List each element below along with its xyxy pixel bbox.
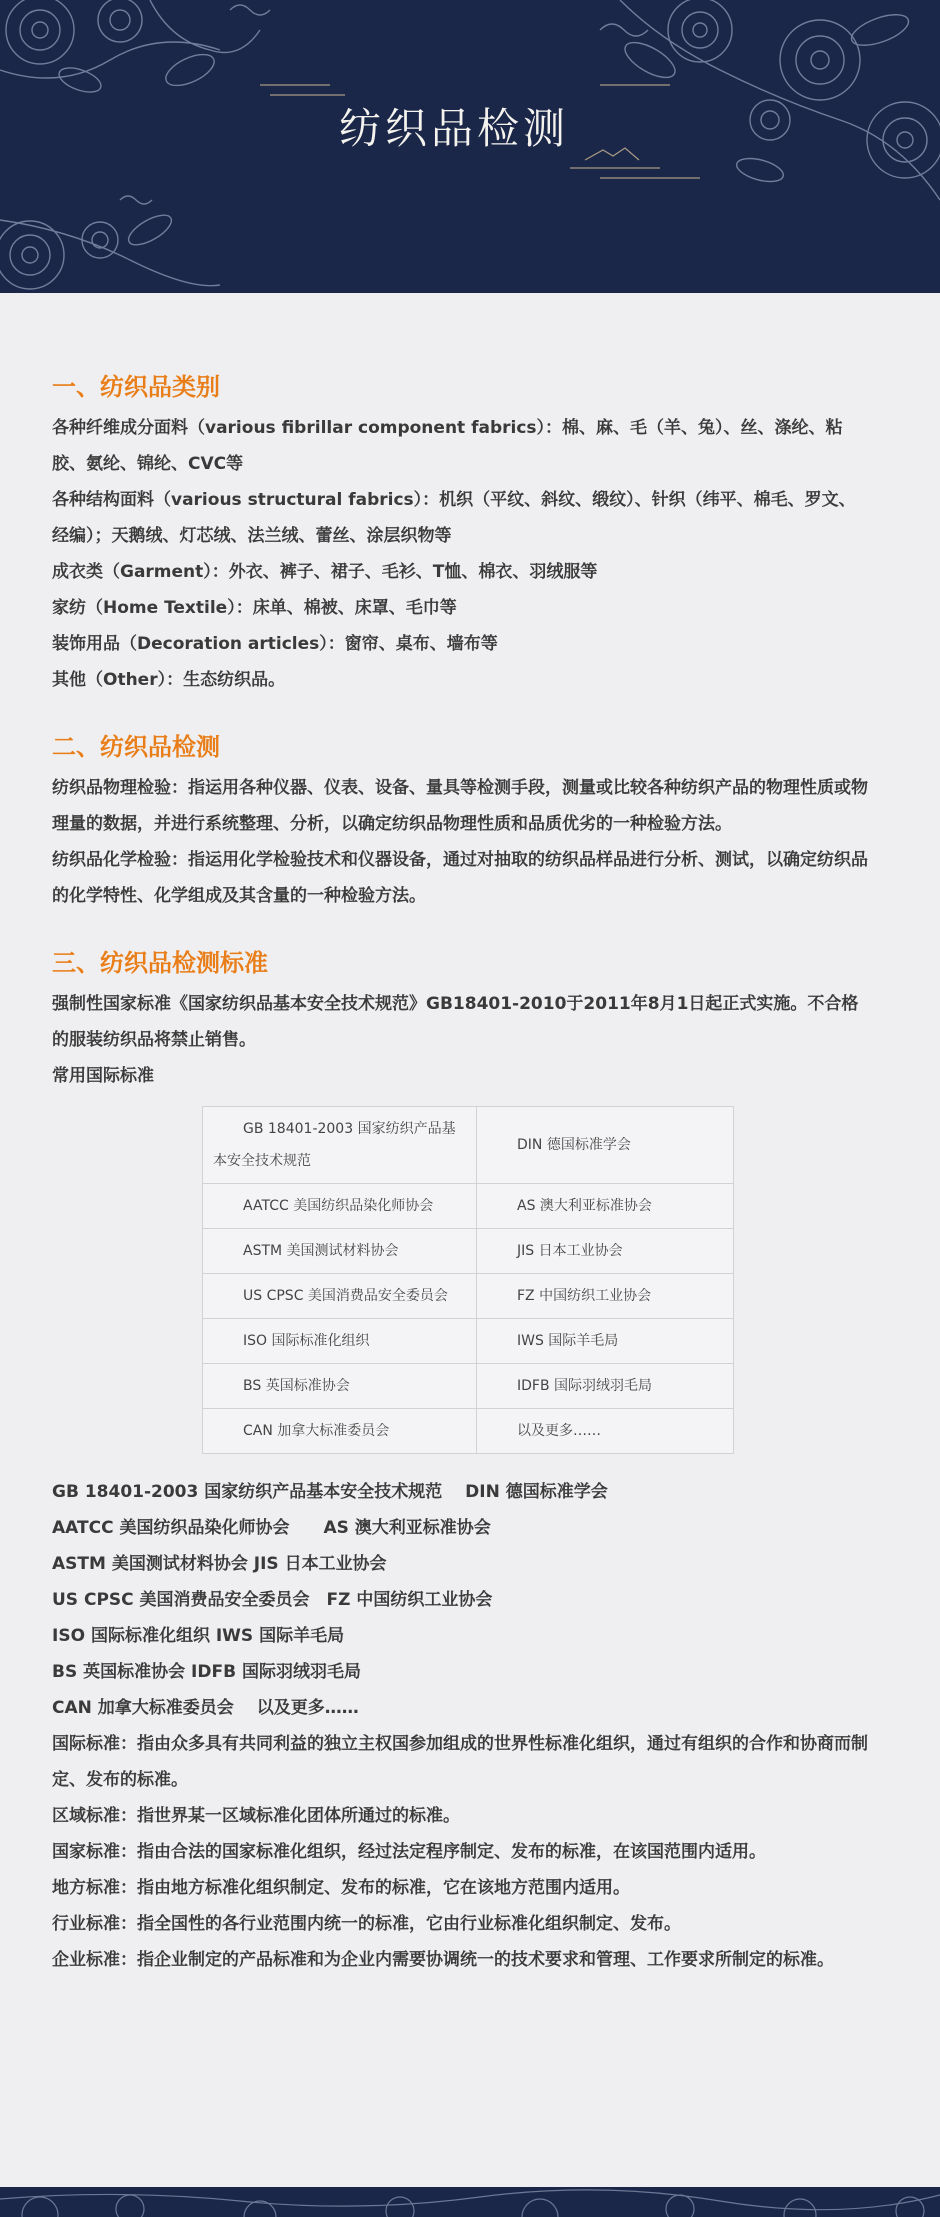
table-cell: IWS 国际羊毛局	[477, 1319, 734, 1364]
paragraph: 各种纤维成分面料（various fibrillar component fabrics）：棉、麻、毛（羊、兔）、丝、涤纶、粘胶、氨纶、锦纶、CVC等	[52, 418, 843, 474]
table-row	[203, 1229, 734, 1274]
paragraph: 成衣类（Garment）：外衣、裤子、裙子、毛衫、T恤、棉衣、羽绒服等	[52, 562, 598, 582]
paragraph: GB 18401-2003 国家纺织产品基本安全技术规范 DIN 德国标准学会	[52, 1482, 608, 1502]
table-cell: FZ 中国纺织工业协会	[477, 1274, 734, 1319]
table-row	[203, 1184, 734, 1229]
header-banner	[0, 0, 940, 293]
standards-table	[202, 1106, 734, 1454]
table-row	[203, 1274, 734, 1319]
section-title: 三、纺织品检测标准	[52, 949, 268, 977]
table-cell: ISO 国际标准化组织	[203, 1319, 477, 1364]
table-cell: JIS 日本工业协会	[477, 1229, 734, 1274]
table-row	[203, 1364, 734, 1409]
paragraph: 家纺（Home Textile）：床单、棉被、床罩、毛巾等	[52, 598, 457, 618]
table-cell: 以及更多……	[477, 1409, 734, 1454]
paragraph: AATCC 美国纺织品染化师协会 AS 澳大利亚标准协会	[52, 1518, 491, 1538]
paragraph: 国际标准：指由众多具有共同利益的独立主权国参加组成的世界性标准化组织，通过有组织的合作和协商而制定、发布的标准。	[52, 1734, 868, 1790]
table-cell: DIN 德国标准学会	[477, 1107, 734, 1184]
paragraph: 行业标准：指全国性的各行业范围内统一的标准，它由行业标准化组织制定、发布。	[52, 1914, 681, 1934]
section-title: 一、纺织品类别	[52, 373, 220, 401]
paragraph: 常用国际标准	[52, 1066, 154, 1086]
paragraph: 其他（Other）：生态纺织品。	[52, 670, 286, 690]
paragraph: US CPSC 美国消费品安全委员会 FZ 中国纺织工业协会	[52, 1590, 493, 1610]
table-cell: CAN 加拿大标准委员会	[203, 1409, 477, 1454]
paragraph: 地方标准：指由地方标准化组织制定、发布的标准，它在该地方范围内适用。	[52, 1878, 630, 1898]
footer-banner	[0, 2187, 940, 2217]
floral-decoration	[0, 2187, 940, 2217]
table-cell: AATCC 美国纺织品染化师协会	[203, 1184, 477, 1229]
paragraph: 企业标准：指企业制定的产品标准和为企业内需要协调统一的技术要求和管理、工作要求所制定的标准。	[52, 1950, 834, 1970]
section-categories	[52, 368, 872, 698]
table-cell: GB 18401-2003 国家纺织产品基本安全技术规范	[203, 1107, 477, 1184]
paragraph: 各种结构面料（various structural fabrics）：机织（平纹、斜纹、缎纹）、针织（纬平、棉毛、罗文、经编）；天鹅绒、灯芯绒、法兰绒、蕾丝、涂层织物等	[52, 490, 856, 546]
table-row	[203, 1319, 734, 1364]
paragraph: ISO 国际标准化组织 IWS 国际羊毛局	[52, 1626, 345, 1646]
paragraph: 装饰用品（Decoration articles）：窗帘、桌布、墙布等	[52, 634, 498, 654]
table-row	[203, 1409, 734, 1454]
paragraph: 区域标准：指世界某一区域标准化团体所通过的标准。	[52, 1806, 460, 1826]
paragraph: CAN 加拿大标准委员会 以及更多……	[52, 1698, 359, 1718]
table-cell: IDFB 国际羽绒羽毛局	[477, 1364, 734, 1409]
table-cell: BS 英国标准协会	[203, 1364, 477, 1409]
table-cell: AS 澳大利亚标准协会	[477, 1184, 734, 1229]
paragraph: BS 英国标准协会 IDFB 国际羽绒羽毛局	[52, 1662, 361, 1682]
paragraph: 纺织品物理检验：指运用各种仪器、仪表、设备、量具等检测手段，测量或比较各种纺织产品的物理性质或物理量的数据，并进行系统整理、分析，以确定纺织品物理性质和品质优劣的一种检验方法。	[52, 778, 868, 834]
section-standards	[52, 944, 872, 1978]
section-testing	[52, 728, 872, 914]
table-row	[203, 1107, 734, 1184]
paragraph: 强制性国家标准《国家纺织品基本安全技术规范》GB18401-2010于2011年8月1日起正式实施。不合格的服装纺织品将禁止销售。	[52, 994, 859, 1050]
paragraph: 国家标准：指由合法的国家标准化组织，经过法定程序制定、发布的标准，在该国范围内适用。	[52, 1842, 766, 1862]
paragraph: ASTM 美国测试材料协会 JIS 日本工业协会	[52, 1554, 387, 1574]
main-content	[52, 368, 872, 1978]
table-cell: ASTM 美国测试材料协会	[203, 1229, 477, 1274]
section-title: 二、纺织品检测	[52, 733, 220, 761]
table-cell: US CPSC 美国消费品安全委员会	[203, 1274, 477, 1319]
page-title: 纺织品检测	[338, 104, 569, 153]
paragraph: 纺织品化学检验：指运用化学检验技术和仪器设备，通过对抽取的纺织品样品进行分析、测试，以确定纺织品的化学特性、化学组成及其含量的一种检验方法。	[52, 850, 868, 906]
